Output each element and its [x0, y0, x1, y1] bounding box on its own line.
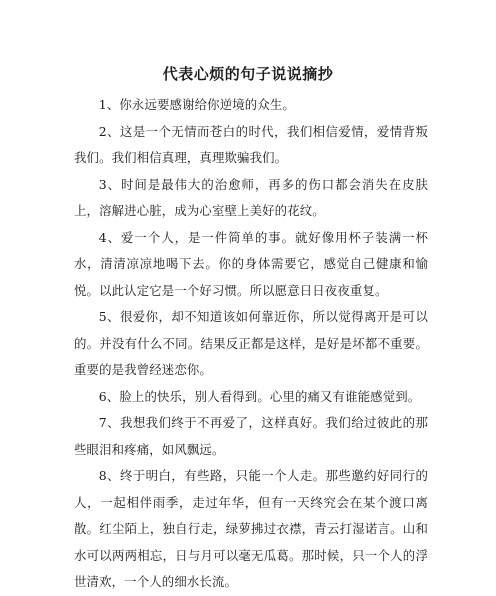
paragraph: 4、爱一个人，是一件简单的事。就好像用杯子装满一杯水，清清凉凉地喝下去。你的身体需要它，感觉自己健康和愉悦。以此认定它是一个好习惯。所以愿意日日夜夜重复。	[74, 229, 428, 298]
paragraph: 8、终于明白，有些路，只能一个人走。那些邀约好同行的人，一起相伴雨季，走过年华，但有一天终究会在某个渡口离散。红尘陌上，独自行走，绿萝拂过衣襟，青云打湿诺言。山和水可以两两相忘，日与月可以毫无瓜葛。那时候，只一个人的浮世清欢，一个人的细水长流。	[74, 468, 428, 589]
paragraph: 5、很爱你，却不知道该如何靠近你，所以觉得离开是可以的。并没有什么不同。结果反正都是这样，是好是坏都不重要。重要的是我曾经迷恋你。	[74, 309, 428, 377]
document-body	[74, 92, 428, 596]
paragraph: 2、这是一个无情而苍白的时代，我们相信爱情，爱情背叛我们。我们相信真理，真理欺骗我们。	[74, 123, 428, 165]
paragraph: 6、脸上的快乐，别人看得到。心里的痛又有谁能感觉到。	[98, 388, 421, 404]
paragraph: 1、你永远要感谢给你逆境的众生。	[98, 97, 295, 112]
document-title: 代表心烦的句子说说摘抄	[162, 65, 334, 83]
paragraph: 7、我想我们终于不再爱了，这样真好。我们给过彼此的那些眼泪和疼痛，如风飘远。	[74, 415, 428, 457]
paragraph: 3、时间是最伟大的治愈师，再多的伤口都会消失在皮肤上，溶解进心脏，成为心室壁上美好的花纹。	[74, 176, 428, 218]
